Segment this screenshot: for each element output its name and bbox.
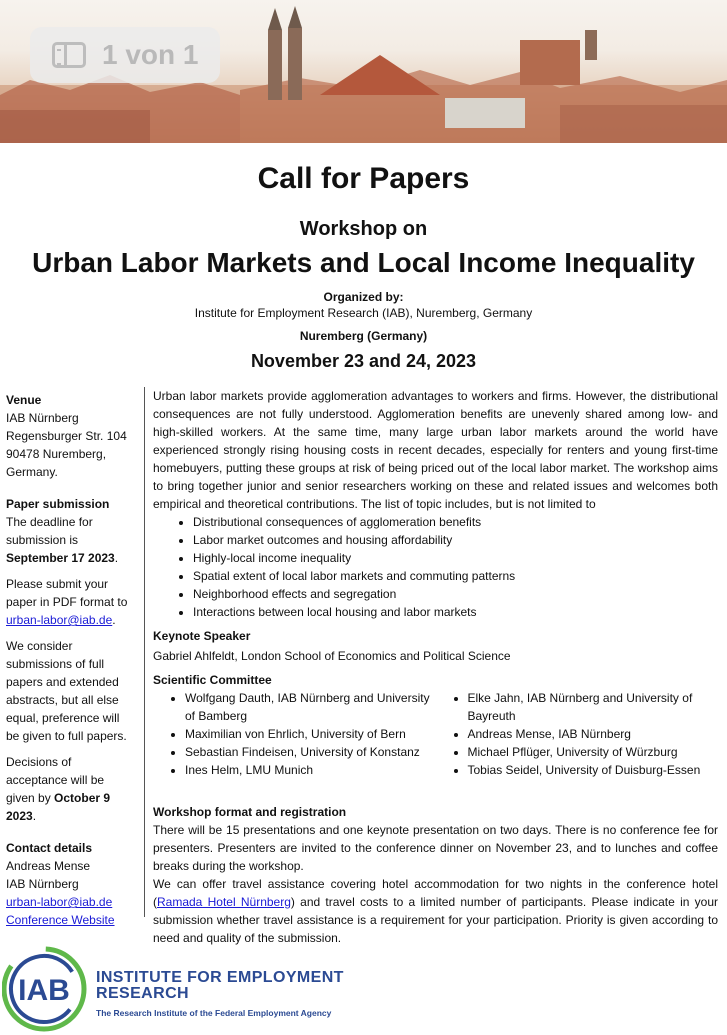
institute-tagline: The Research Institute of the Federal Employment Agency	[96, 1008, 332, 1018]
document-title: Call for Papers	[257, 162, 470, 195]
committee-heading: Scientific Committee	[153, 673, 272, 687]
topics-list	[153, 513, 718, 621]
committee-list-right	[436, 689, 719, 779]
travel-paragraph: We can offer travel assistance covering hotel accommodation for two nights in the conference hotel (Ramada Hotel Nürnberg) and travel costs to a limited number of participants. Please indicate in your submission whether travel assistance is a requirement for your participation. Priority is given according to need and quality of the submission.	[153, 877, 718, 945]
hotel-link[interactable]: Ramada Hotel Nürnberg	[157, 895, 291, 909]
list-item: • Michael Pflüger, University of Würzburg	[468, 743, 719, 761]
list-item: • Andreas Mense, IAB Nürnberg	[468, 725, 719, 743]
keynote-heading: Keynote Speaker	[153, 629, 251, 643]
list-item: • Maximilian von Ehrlich, University of Bern	[185, 725, 436, 743]
submission-email-link[interactable]: urban-labor@iab.de	[6, 613, 113, 627]
list-item: • Wolfgang Dauth, IAB Nürnberg and University of Bamberg	[185, 689, 436, 725]
list-item: • Highly-local income inequality	[193, 549, 718, 567]
deadline-date: September 17 2023	[6, 551, 115, 565]
page-indicator-label: 1 von 1	[102, 39, 199, 70]
intro-paragraph: Urban labor markets provide agglomeration advantages to workers and firms. However, the distributional consequences are not fully understood. Agglomeration benefits are unevenly shared among low- and high-skilled workers. At the same time, many large urban labor markets around the world have experienced strongly rising housing costs in recent decades, especially for renters and young first-time homebuyers, putting these groups at risk of being priced out of the local labor market. The workshop aims to bring together junior and senior researchers working on these and related issues and welcomes both empirical and theoretical contributions. The list of topic includes, but is not limited to	[153, 389, 718, 511]
committee-list-left	[153, 689, 436, 779]
list-item: • Sebastian Findeisen, University of Konstanz	[185, 743, 436, 761]
list-item: • Elke Jahn, IAB Nürnberg and University of Bayreuth	[468, 689, 719, 725]
venue-line: Regensburger Str. 104	[6, 429, 127, 443]
institute-name-line2: RESEARCH	[96, 985, 189, 1002]
list-item: • Neighborhood effects and segregation	[193, 585, 718, 603]
decision-date: October 9 2023	[6, 791, 111, 823]
contact-name: Andreas Mense	[6, 859, 91, 873]
institute-name	[96, 970, 344, 1018]
submit-text: Please submit your paper in PDF format to urban-labor@iab.de.	[6, 577, 128, 627]
list-item: • Ines Helm, LMU Munich	[185, 761, 436, 779]
organizer-name: Institute for Employment Research (IAB), Nuremberg, Germany	[194, 306, 533, 320]
keynote-speaker: Gabriel Ahlfeldt, London School of Economics and Political Science	[153, 649, 511, 663]
deadline-text: The deadline for submission is September 17 2023.	[6, 515, 119, 565]
sidebar-pages-icon	[52, 42, 86, 68]
list-item: • Distributional consequences of agglomeration benefits	[193, 513, 718, 531]
venue-heading: Venue	[6, 393, 42, 407]
header-city-image	[0, 0, 727, 143]
contact-org: IAB Nürnberg	[6, 877, 79, 891]
consider-text: We consider submissions of full papers and extended abstracts, but all else equal, preference will be given to full papers.	[6, 639, 127, 743]
institute-name-line1: INSTITUTE FOR EMPLOYMENT	[96, 969, 344, 986]
info-sidebar	[6, 391, 136, 929]
workshop-title: Urban Labor Markets and Local Income Inequality	[32, 247, 695, 278]
decision-text: Decisions of acceptance will be given by October 9 2023.	[6, 755, 111, 823]
list-item: • Interactions between local housing and labor markets	[193, 603, 718, 621]
contact-heading: Contact details	[6, 841, 93, 855]
conference-website-link[interactable]: Conference Website	[6, 913, 115, 927]
format-paragraph: There will be 15 presentations and one keynote presentation on two days. There is no conference fee for presenters. Presenters are invited to the conference dinner on November 23, and to lunches and coffee breaks during the workshop.	[153, 823, 718, 873]
committee-columns	[153, 689, 718, 779]
workshop-location: Nuremberg (Germany)	[299, 329, 428, 343]
page-indicator[interactable]	[30, 27, 220, 83]
organized-by-label: Organized by:	[323, 290, 404, 304]
venue-line: 90478 Nuremberg,	[6, 447, 107, 461]
list-item: • Spatial extent of local labor markets and commuting patterns	[193, 567, 718, 585]
contact-email-link[interactable]: urban-labor@iab.de	[6, 895, 113, 909]
workshop-dates: November 23 and 24, 2023	[250, 351, 477, 371]
format-heading: Workshop format and registration	[153, 805, 347, 819]
column-divider	[144, 387, 145, 917]
list-item: • Labor market outcomes and housing affordability	[193, 531, 718, 549]
venue-line: IAB Nürnberg	[6, 411, 79, 425]
submission-heading: Paper submission	[6, 497, 110, 511]
list-item: • Tobias Seidel, University of Duisburg-Essen	[468, 761, 719, 779]
iab-logo	[2, 945, 92, 1033]
main-content	[153, 387, 718, 947]
workshop-on-label: Workshop on	[299, 218, 428, 240]
logo-abbr: IAB	[18, 974, 70, 1007]
venue-line: Germany.	[6, 465, 58, 479]
